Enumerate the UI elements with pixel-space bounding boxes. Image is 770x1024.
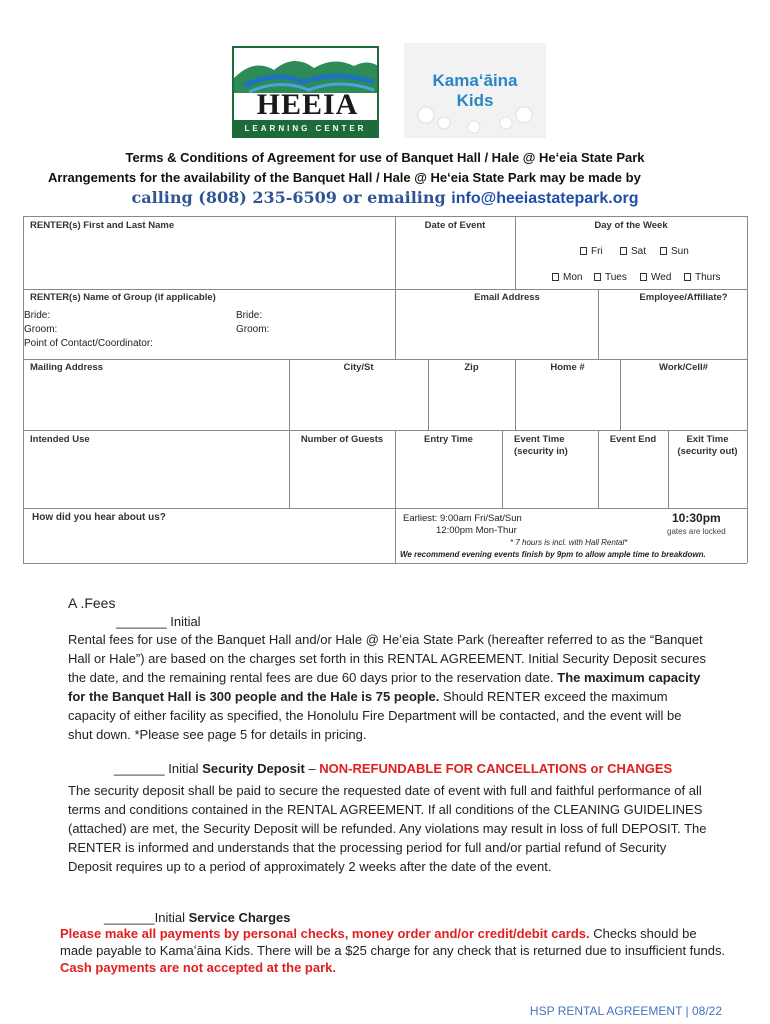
- point-of-contact-label: Point of Contact/Coordinator:: [24, 338, 153, 349]
- entry-time-field[interactable]: Entry Time: [424, 434, 473, 445]
- checkbox-icon: [684, 273, 691, 281]
- cash-not-accepted-notice: Cash payments are not accepted at the park.: [60, 960, 336, 975]
- event-end-field[interactable]: Event End: [609, 434, 657, 445]
- home-phone-field[interactable]: Home #: [550, 362, 585, 373]
- day-checkbox-tues[interactable]: [594, 272, 627, 283]
- contact-phone: calling (808) 235-6509 or emailing: [131, 188, 452, 207]
- exit-time-value: 10:30pm: [672, 511, 721, 525]
- day-label: Thurs: [695, 272, 721, 283]
- checkbox-icon: [552, 273, 559, 281]
- contact-email-link[interactable]: info@heeiastatepark.org: [451, 190, 639, 207]
- work-cell-field[interactable]: Work/Cell#: [659, 362, 708, 373]
- table-border-right: [747, 216, 748, 563]
- table-row-divider: [23, 289, 747, 290]
- table-row-divider: [23, 508, 747, 509]
- fees-paragraph: [68, 630, 708, 744]
- earliest-times: Earliest: 9:00am Fri/Sat/Sun: [403, 513, 522, 524]
- fees-text-tail: Should RENTER exceed the maximum capacity of either facility as specified, the Honolulu Fire Department will be contacted, and the event will be shut down. *Please see page 5 for details in pricing.: [68, 689, 682, 742]
- email-address-field[interactable]: Email Address: [474, 292, 540, 303]
- checkbox-icon: [620, 247, 627, 255]
- checkbox-icon: [594, 273, 601, 281]
- day-checkbox-wed[interactable]: [640, 272, 671, 283]
- arrangements-line: Arrangements for the availability of the Banquet Hall / Hale @ Heʻeia State Park may be made by: [48, 170, 641, 185]
- heeia-logo-title: HEEIA: [256, 88, 359, 121]
- col-divider: [502, 430, 503, 508]
- table-border-left: [23, 216, 24, 563]
- heeia-logo-subtitle: LEARNING CENTER: [244, 124, 367, 133]
- security-deposit-heading: [114, 759, 672, 778]
- heeia-learning-center-logo: [232, 46, 379, 138]
- security-deposit-paragraph: The security deposit shall be paid to secure the requested date of event with full and faithful performance of all terms and conditions contained in the RENTAL AGREEMENT. If all conditions of the CLEANING GUIDELINES (attached) are met, the Security Deposit will be refunded. Any violations may result in loss of full DEPOSIT. The RENTER is informed and understands that the processing period for full and/or partial refund of Security Deposit requires up to a period of approximately 2 weeks after the date of the event.: [68, 783, 707, 874]
- groom-label: Groom:: [236, 324, 270, 335]
- checkbox-icon: [660, 247, 667, 255]
- bride-label: Bride:: [24, 310, 51, 321]
- terms-title: Terms & Conditions of Agreement for use of Banquet Hall / Hale @ Heʻeia State Park: [125, 150, 645, 165]
- service-charges-paragraph: [60, 925, 730, 976]
- day-of-week-label: Day of the Week: [594, 220, 668, 231]
- checkbox-icon: [580, 247, 587, 255]
- table-row-divider: [23, 430, 747, 431]
- checkbox-icon: [640, 273, 647, 281]
- number-of-guests-field[interactable]: Number of Guests: [300, 434, 384, 445]
- kids-logo-line2: Kids: [456, 91, 494, 110]
- hours-included-note: * 7 hours is incl. with Hall Rental*: [510, 538, 628, 547]
- how-did-you-hear-field[interactable]: How did you hear about us?: [32, 512, 166, 523]
- day-label: Wed: [651, 272, 672, 283]
- service-title: Service Charges: [188, 910, 291, 925]
- fees-text: Rental fees for use of the Banquet Hall and/or Hale @ Heʻeia State Park (hereafter referred to as the “Banquet Hall or Hale”) are based on the charges set forth in this RENTAL AGREEMENT. Initial Security Deposit secures the date, and the remaining rental fees are due 60 days prior to the reservation date.: [68, 632, 706, 685]
- service-initial-line[interactable]: _______Initial: [104, 910, 189, 925]
- recommendation-note: We recommend evening events finish by 9pm to allow ample time to breakdown.: [400, 550, 706, 559]
- fees-initial-line[interactable]: _______ Initial: [116, 614, 201, 629]
- city-state-field[interactable]: City/St: [343, 362, 374, 373]
- intended-use-field[interactable]: Intended Use: [30, 434, 90, 445]
- security-title: Security Deposit: [202, 761, 305, 776]
- kids-logo-line1: Kamaʻāina: [432, 71, 518, 90]
- renter-name-field[interactable]: RENTER(s) First and Last Name: [30, 220, 175, 231]
- day-label: Tues: [605, 272, 627, 283]
- day-checkbox-mon[interactable]: [552, 272, 582, 283]
- date-of-event-field[interactable]: Date of Event: [424, 220, 486, 231]
- day-checkbox-thurs[interactable]: [684, 272, 721, 283]
- payment-methods-notice: Please make all payments by personal checks, money order and/or credit/debit cards.: [60, 926, 590, 941]
- earliest-times-weekday: 12:00pm Mon-Thur: [436, 525, 517, 536]
- day-label: Mon: [563, 272, 583, 283]
- bride-label: Bride:: [236, 310, 263, 321]
- dash: –: [304, 761, 320, 776]
- contact-line: [0, 188, 770, 208]
- event-time-label: Event Time: [514, 434, 565, 445]
- gates-locked-note: gates are locked: [667, 527, 726, 536]
- capacity-text: The maximum capacity for the Banquet Hall is 300 people and the Hale is 75 people.: [68, 670, 701, 704]
- kamaaina-kids-logo: [404, 43, 546, 138]
- non-refundable-warning: NON-REFUNDABLE FOR CANCELLATIONS or CHANGES: [319, 761, 673, 776]
- table-row-divider: [23, 359, 747, 360]
- group-name-field[interactable]: RENTER(s) Name of Group (if applicable): [30, 292, 216, 303]
- mailing-address-field[interactable]: Mailing Address: [30, 362, 104, 373]
- table-border-top: [23, 216, 747, 217]
- exit-time-sublabel: (security out): [677, 446, 738, 457]
- day-checkbox-sat[interactable]: [620, 246, 646, 257]
- security-initial-line[interactable]: _______ Initial: [114, 761, 203, 776]
- day-label: Fri: [591, 246, 603, 257]
- event-time-sublabel: (security in): [514, 446, 568, 457]
- day-label: Sat: [631, 246, 647, 257]
- day-label: Sun: [671, 246, 689, 257]
- fees-heading: A .Fees: [68, 595, 116, 611]
- day-checkbox-fri[interactable]: [580, 246, 603, 257]
- groom-label: Groom:: [24, 324, 58, 335]
- zip-field[interactable]: Zip: [464, 362, 479, 373]
- employee-affiliate-field[interactable]: Employee/Affiliate?: [639, 292, 728, 303]
- exit-time-label: Exit Time: [686, 434, 729, 445]
- day-checkbox-sun[interactable]: [660, 246, 689, 257]
- table-border-bottom: [23, 563, 747, 564]
- check-policy-text: Checks should be made payable to Kamaʻāina Kids. There will be a $25 charge for any check that is returned due to insufficient funds.: [60, 926, 726, 958]
- col-divider: [395, 508, 396, 563]
- page-footer: HSP RENTAL AGREEMENT | 08/22: [529, 1004, 722, 1018]
